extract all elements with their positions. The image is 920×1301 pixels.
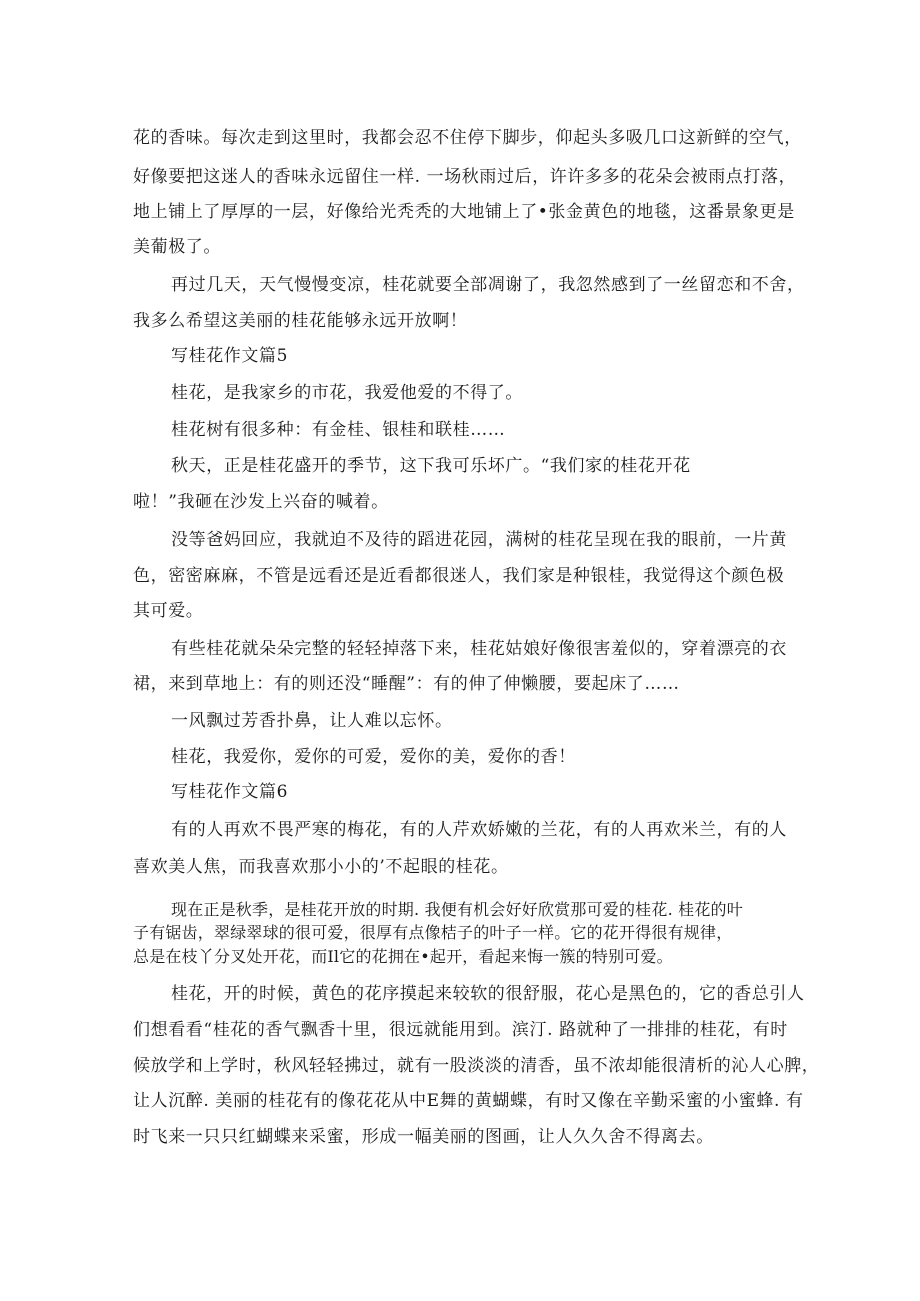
paragraph-line: 其可爱。 bbox=[133, 601, 204, 621]
paragraph-line: 桂花，是我家乡的市花，我爱他爱的不得了。 bbox=[171, 383, 523, 403]
paragraph-line: 再过几天，天气慢慢变凉，桂花就要全部凋谢了，我忽然感到了一丝留恋和不舍， bbox=[171, 275, 805, 295]
paragraph-line: 喜欢美人焦，而我喜欢那小小的’不起眼的桂花。 bbox=[133, 857, 509, 877]
paragraph-line: 美葡极了。 bbox=[133, 237, 221, 257]
paragraph-line: 裙，来到草地上：有的则还没“睡醒”：有的伸了伸懒腰，要起床了…… bbox=[133, 674, 680, 694]
paragraph-line: 让人沉醉. 美丽的桂花有的像花花从中E舞的黄蝴蝶，有时又像在辛勤采蜜的小蜜蜂. 有 bbox=[133, 1091, 804, 1111]
paragraph-line: 花的香味。每次走到这里时，我都会忍不住停下脚步，仰起头多吸几口这新鲜的空气， bbox=[133, 128, 802, 148]
paragraph-line: 总是在枝丫分叉处开花，而Il它的花拥在•起开，看起来悔一簇的特别可爱。 bbox=[133, 947, 673, 966]
section-heading: 写桂花作文篇5 bbox=[171, 346, 289, 366]
paragraph-line: 时飞来一只只红蝴蝶来采蜜，形成一幅美丽的图画，让人久久舍不得离去。 bbox=[133, 1127, 714, 1147]
paragraph-line: 我多么希望这美丽的桂花能够永远开放啊！ bbox=[133, 311, 468, 331]
paragraph-line: 一风飘过芳香扑鼻，让人难以忘怀。 bbox=[171, 711, 453, 731]
paragraph-line: 候放学和上学时，秋风轻轻拂过，就有一股淡淡的清香，虽不浓却能很清析的沁人心脾， bbox=[133, 1056, 820, 1076]
section-heading: 写桂花作文篇6 bbox=[171, 782, 289, 802]
paragraph-line: 好像要把这迷人的香味永远留住一样. 一场秋雨过后，许许多多的花朵会被雨点打落， bbox=[133, 167, 797, 187]
paragraph-line: 们想看看“桂花的香气飘香十里，很远就能用到。滨汀. 路就种了一排排的桂花，有时 bbox=[133, 1020, 788, 1040]
paragraph-line: 没等爸妈回应，我就迫不及待的蹈进花园，满树的桂花呈现在我的眼前，一片黄 bbox=[171, 530, 787, 550]
paragraph-line: 地上铺上了厚厚的一层，好像给光秃秃的大地铺上了•张金黄色的地毯，这番景象更是 bbox=[133, 202, 795, 222]
paragraph-line: 有些桂花就朵朵完整的轻轻掉落下来，桂花姑娘好像很害羞似的，穿着漂亮的衣 bbox=[171, 639, 787, 659]
paragraph-line: 色，密密麻麻，不管是远看还是近看都很迷人，我们家是种银桂，我觉得这个颜色极 bbox=[133, 566, 785, 586]
paragraph-line: 啦！”我砸在沙发上兴奋的喊着。 bbox=[133, 492, 389, 512]
paragraph-line: 秋天，正是桂花盛开的季节，这下我可乐坏广。“我们家的桂花开花 bbox=[171, 456, 691, 476]
paragraph-line: 桂花，开的时候，黄色的花序摸起来较软的很舒服，花心是黑色的，它的香总引人 bbox=[171, 984, 805, 1004]
paragraph-line: 桂花，我爱你，爱你的可爱，爱你的美，爱你的香！ bbox=[171, 747, 576, 767]
paragraph-line: 现在正是秋季，是桂花开放的时期. 我便有机会好好欣赏那可爱的桂花. 桂花的叶 bbox=[171, 900, 743, 919]
paragraph-line: 有的人再欢不畏严寒的梅花，有的人芹欢娇嫩的兰花，有的人再欢米兰，有的人 bbox=[171, 820, 787, 840]
paragraph-line: 子有锯齿，翠绿翠球的很可爱，很厚有点像桔子的叶子一样。它的花开得很有规律， bbox=[133, 923, 733, 942]
paragraph-line: 桂花树有很多种：有金桂、银桂和联桂…… bbox=[171, 420, 506, 440]
